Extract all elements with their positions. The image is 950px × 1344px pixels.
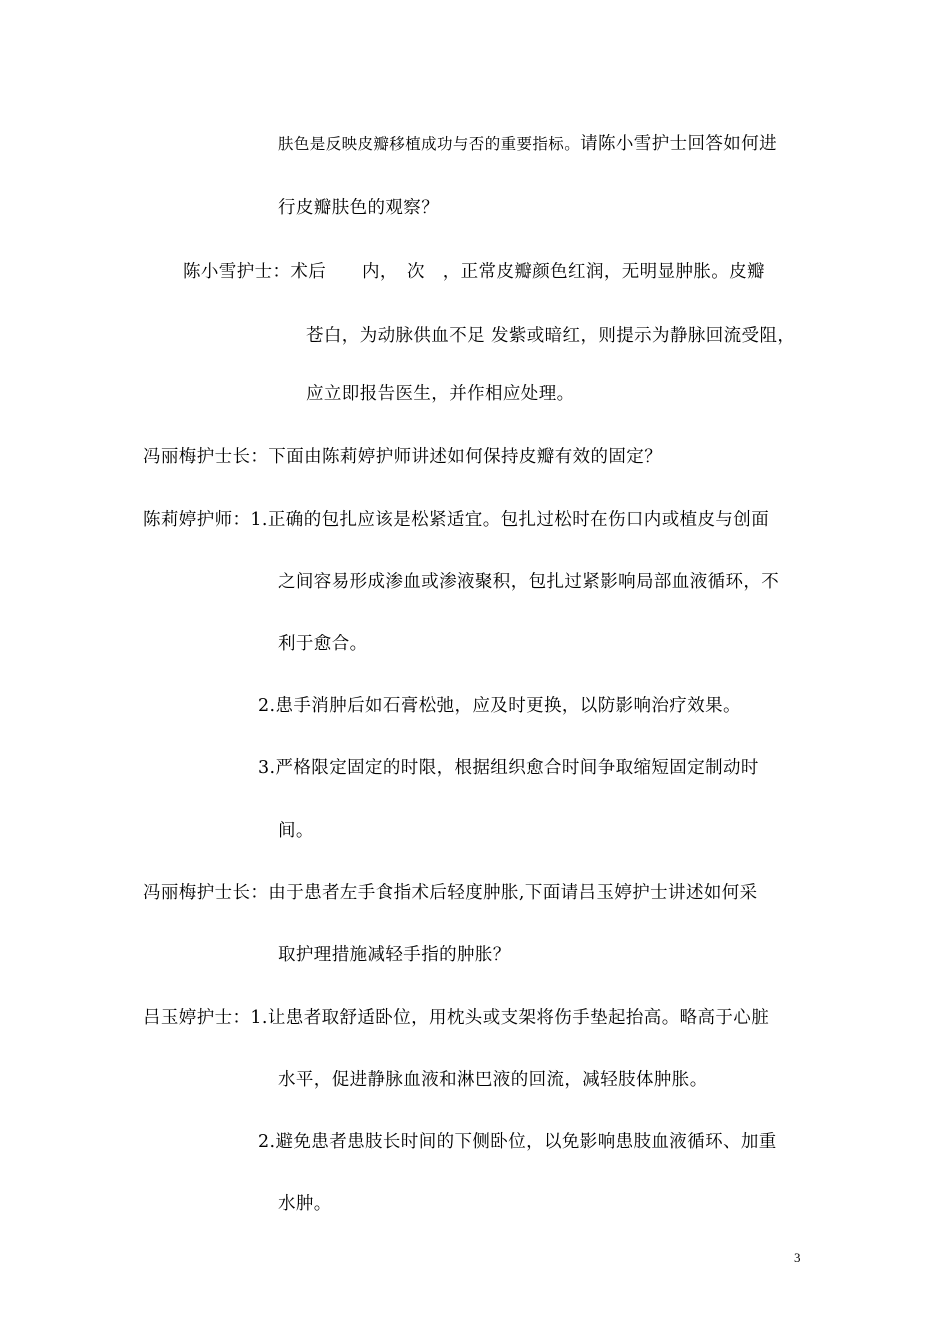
dialogue-line: 冯丽梅护士长：下面由陈莉婷护师讲述如何保持皮瓣有效的固定？ bbox=[143, 447, 663, 467]
page-number: 3 bbox=[794, 1250, 801, 1265]
dialogue-line: 陈莉婷护师：1.正确的包扎应该是松紧适宜。包扎过松时在伤口内或植皮与创面 bbox=[143, 510, 770, 530]
paragraph-line bbox=[278, 133, 777, 155]
list-item-line: 3.严格限定固定的时限，根据组织愈合时间争取缩短固定制动时 bbox=[258, 758, 759, 778]
paragraph-line: 行皮瓣肤色的观察？ bbox=[278, 198, 440, 218]
list-item-line: 2.患手消肿后如石膏松弛，应及时更换，以防影响治疗效果。 bbox=[258, 696, 741, 716]
dialogue-line: 利于愈合。 bbox=[278, 634, 368, 654]
dialogue-line: 之间容易形成渗血或渗液聚积，包扎过紧影响局部血液循环，不 bbox=[278, 572, 780, 592]
list-item-line: 水肿。 bbox=[278, 1194, 332, 1214]
dialogue-line: 冯丽梅护士长：由于患者左手食指术后轻度肿胀,下面请吕玉婷护士讲述如何采 bbox=[143, 883, 758, 903]
dialogue-line: 苍白，为动脉供血不足 发紫或暗红，则提示为静脉回流受阻， bbox=[306, 326, 796, 346]
dialogue-line: 吕玉婷护士：1.让患者取舒适卧位，用枕头或支架将伤手垫起抬高。略高于心脏 bbox=[143, 1008, 770, 1028]
dialogue-line: 水平，促进静脉血液和淋巴液的回流，减轻肢体肿胀。 bbox=[278, 1070, 708, 1090]
dialogue-line: 陈小雪护士：术后 内， 次 ，正常皮瓣颜色红润，无明显肿胀。皮瓣 bbox=[183, 262, 765, 282]
list-item-line: 2.避免患者患肢长时间的下侧卧位，以免影响患肢血液循环、加重 bbox=[258, 1132, 777, 1152]
paragraph-line-prefix: 肤色是反映皮瓣移植成功与否的重要指标。 bbox=[278, 135, 581, 153]
paragraph-line-suffix: 请陈小雪护士回答如何进 bbox=[580, 134, 778, 154]
dialogue-line: 取护理措施减轻手指的肿胀？ bbox=[278, 945, 511, 965]
dialogue-line: 应立即报告医生，并作相应处理。 bbox=[306, 384, 575, 404]
list-item-line: 间。 bbox=[278, 821, 314, 841]
